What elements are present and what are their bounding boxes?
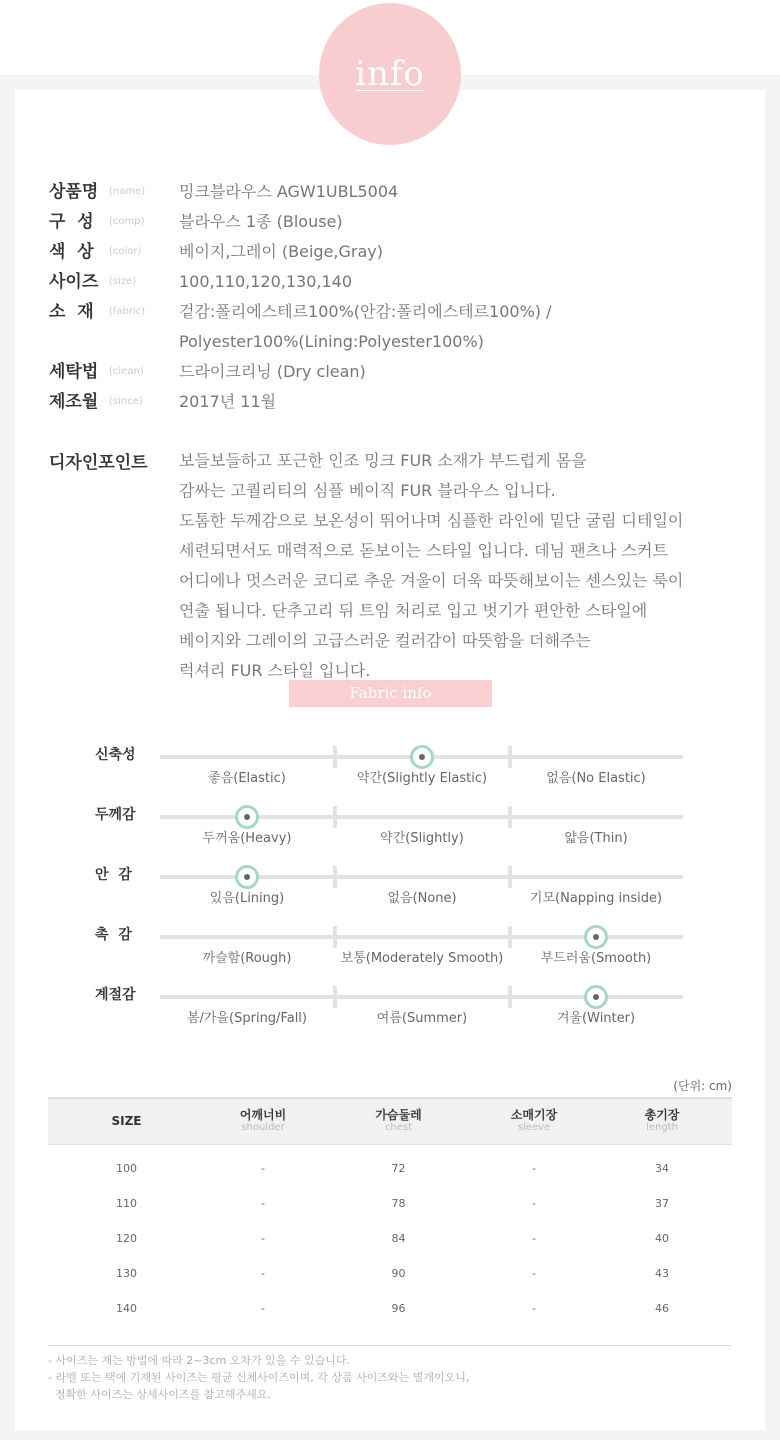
table-cell: - — [261, 1197, 265, 1210]
header-ko: SIZE — [111, 1114, 142, 1128]
size-notes — [48, 1352, 469, 1403]
fabric-track-divider — [508, 806, 512, 828]
table-cell: 140 — [116, 1302, 137, 1315]
spec-sub-label: (since) — [109, 396, 143, 407]
fabric-option: 까슬함(Rough) — [202, 951, 292, 966]
note-line: - 사이즈는 재는 방법에 따라 2~3cm 오차가 있을 수 있습니다. — [48, 1354, 351, 1367]
table-cell: 37 — [655, 1197, 669, 1210]
table-cell: 96 — [391, 1302, 406, 1315]
table-row — [48, 1256, 732, 1291]
table-cell: 130 — [116, 1267, 137, 1280]
table-row — [48, 1186, 732, 1221]
spec-value: Polyester100%(Lining:Polyester100%) — [179, 332, 484, 351]
table-cell: - — [532, 1267, 536, 1280]
selected-indicator-icon — [235, 865, 259, 889]
note-line: 정확한 사이즈는 상세사이즈를 참고해주세요. — [48, 1388, 271, 1401]
size-header-cell — [205, 1098, 321, 1145]
spec-label: 소 재 — [49, 302, 94, 322]
fabric-option: 좋음(Elastic) — [208, 771, 286, 786]
design-point-line: 세련되면서도 매력적으로 돋보이는 스타일 입니다. 데님 팬츠나 스커트 — [179, 541, 668, 560]
design-point-line: 베이지와 그레이의 고급스러운 컬러감이 따뜻함을 더해주는 — [179, 631, 591, 650]
table-cell: 40 — [655, 1232, 669, 1245]
fabric-track-divider — [508, 986, 512, 1008]
size-table-header — [48, 1098, 732, 1145]
fabric-option: 약간(Slightly Elastic) — [356, 771, 488, 786]
table-divider — [48, 1345, 732, 1346]
fabric-row-label: 신축성 — [95, 747, 136, 763]
header-en: length — [646, 1122, 678, 1133]
spec-sub-label: (size) — [109, 276, 137, 287]
fabric-row-season — [0, 987, 780, 1055]
spec-sub-label: (name) — [109, 186, 146, 197]
fabric-option: 없음(None) — [387, 891, 457, 906]
selected-indicator-icon — [584, 925, 608, 949]
fabric-track-divider — [508, 926, 512, 948]
table-cell: - — [532, 1232, 536, 1245]
header-ko: 소매기장 — [510, 1108, 558, 1122]
table-cell: - — [261, 1162, 265, 1175]
table-cell: - — [532, 1302, 536, 1315]
design-point-line: 어디에나 멋스러운 코디로 추운 겨울이 더욱 따뜻해보이는 센스있는 룩이 — [179, 571, 684, 590]
spec-sub-label: (comp) — [109, 216, 145, 227]
header-en: shoulder — [241, 1122, 285, 1133]
fabric-track-divider — [333, 986, 337, 1008]
fabric-option: 기모(Napping inside) — [529, 891, 663, 906]
table-cell: 34 — [655, 1162, 669, 1175]
fabric-track-divider — [508, 866, 512, 888]
fabric-track-divider — [333, 806, 337, 828]
fabric-info-banner: Fabric info — [289, 680, 492, 707]
spec-value: 드라이크리닝 (Dry clean) — [179, 362, 366, 381]
fabric-option: 보통(Moderately Smooth) — [340, 951, 504, 966]
fabric-option: 약간(Slightly) — [380, 831, 464, 846]
design-point-line: 럭셔리 FUR 스타일 입니다. — [179, 661, 371, 680]
spec-value: 블라우스 1종 (Blouse) — [179, 212, 343, 231]
selected-indicator-icon — [584, 985, 608, 1009]
size-header-cell — [48, 1098, 205, 1145]
table-cell: 90 — [391, 1267, 406, 1280]
design-point-line: 보들보들하고 포근한 인조 밍크 FUR 소재가 부드럽게 몸을 — [179, 451, 587, 470]
spec-value: 베이지,그레이 (Beige,Gray) — [179, 242, 383, 261]
fabric-option: 봄/가을(Spring/Fall) — [186, 1011, 307, 1026]
note-line: - 라벨 또는 택에 기재된 사이즈는 평균 신체사이즈이며, 각 상품 사이즈와는 별개이오니, — [48, 1371, 470, 1384]
size-header-cell — [321, 1098, 476, 1145]
fabric-option: 없음(No Elastic) — [546, 771, 646, 786]
spec-sub-label: (clean) — [109, 366, 144, 377]
spec-label: 상품명 — [49, 182, 99, 202]
fabric-row-label: 두께감 — [95, 807, 136, 823]
header-ko: 어깨너비 — [239, 1108, 287, 1122]
design-point-line: 도톰한 두께감으로 보온성이 뛰어나며 심플한 라인에 밑단 굴림 디테일이 — [179, 511, 684, 530]
spec-value: 2017년 11월 — [179, 392, 277, 411]
table-cell: 120 — [116, 1232, 137, 1245]
table-row — [48, 1221, 732, 1256]
table-row — [48, 1291, 732, 1326]
fabric-track-divider — [333, 746, 337, 768]
size-table — [48, 1097, 732, 1326]
table-cell: 84 — [391, 1232, 406, 1245]
fabric-row-label: 촉 감 — [95, 927, 132, 943]
selected-indicator-icon — [410, 745, 434, 769]
table-cell: - — [532, 1162, 536, 1175]
table-cell: - — [261, 1267, 265, 1280]
design-point-line: 연출 됩니다. 단추고리 뒤 트임 처리로 입고 벗기가 편안한 스타일에 — [179, 601, 648, 620]
table-cell: 100 — [116, 1162, 137, 1175]
unit-note: (단위: cm) — [673, 1079, 732, 1093]
design-point-line: 감싸는 고퀄리티의 심플 베이직 FUR 블라우스 입니다. — [179, 481, 556, 500]
table-cell: - — [532, 1197, 536, 1210]
info-badge-text: info — [355, 54, 425, 94]
table-cell: 78 — [391, 1197, 406, 1210]
header-en: sleeve — [517, 1122, 551, 1133]
fabric-row-label: 계절감 — [95, 987, 136, 1003]
table-cell: 46 — [655, 1302, 669, 1315]
table-cell: 43 — [655, 1267, 669, 1280]
spec-label: 세탁법 — [49, 362, 99, 382]
table-row — [48, 1145, 732, 1187]
design-point-text — [179, 446, 683, 686]
spec-label: 색 상 — [49, 242, 94, 262]
spec-value: 밍크블라우스 AGW1UBL5004 — [179, 182, 399, 201]
header-ko: 총기장 — [644, 1108, 680, 1122]
fabric-track-divider — [508, 746, 512, 768]
spec-value: 100,110,120,130,140 — [179, 272, 353, 291]
selected-indicator-icon — [235, 805, 259, 829]
size-header-cell — [476, 1098, 592, 1145]
spec-label: 사이즈 — [49, 272, 99, 292]
fabric-track-divider — [333, 926, 337, 948]
table-cell: - — [261, 1232, 265, 1245]
size-header-cell — [592, 1098, 732, 1145]
spec-label: 제조월 — [49, 392, 99, 412]
table-cell: 72 — [391, 1162, 406, 1175]
fabric-option: 있음(Lining) — [209, 891, 285, 906]
header-ko: 가슴둘레 — [375, 1108, 422, 1122]
fabric-option: 두꺼움(Heavy) — [202, 831, 292, 846]
fabric-option: 여름(Summer) — [376, 1011, 468, 1026]
spec-sub-label: (color) — [109, 246, 142, 257]
design-point-label: 디자인포인트 — [49, 453, 148, 473]
table-cell: - — [261, 1302, 265, 1315]
info-badge — [319, 3, 461, 145]
spec-label: 구 성 — [49, 212, 94, 232]
table-cell: 110 — [116, 1197, 137, 1210]
spec-value: 겉감:폴리에스테르100%(안감:폴리에스테르100%) / — [179, 302, 552, 321]
fabric-track-divider — [333, 866, 337, 888]
fabric-option: 부드러움(Smooth) — [540, 951, 652, 966]
header-en: chest — [384, 1122, 413, 1133]
fabric-row-label: 안 감 — [95, 867, 132, 883]
fabric-option: 겨울(Winter) — [556, 1011, 636, 1026]
fabric-option: 얇음(Thin) — [564, 831, 628, 846]
spec-sub-label: (fabric) — [109, 306, 146, 317]
